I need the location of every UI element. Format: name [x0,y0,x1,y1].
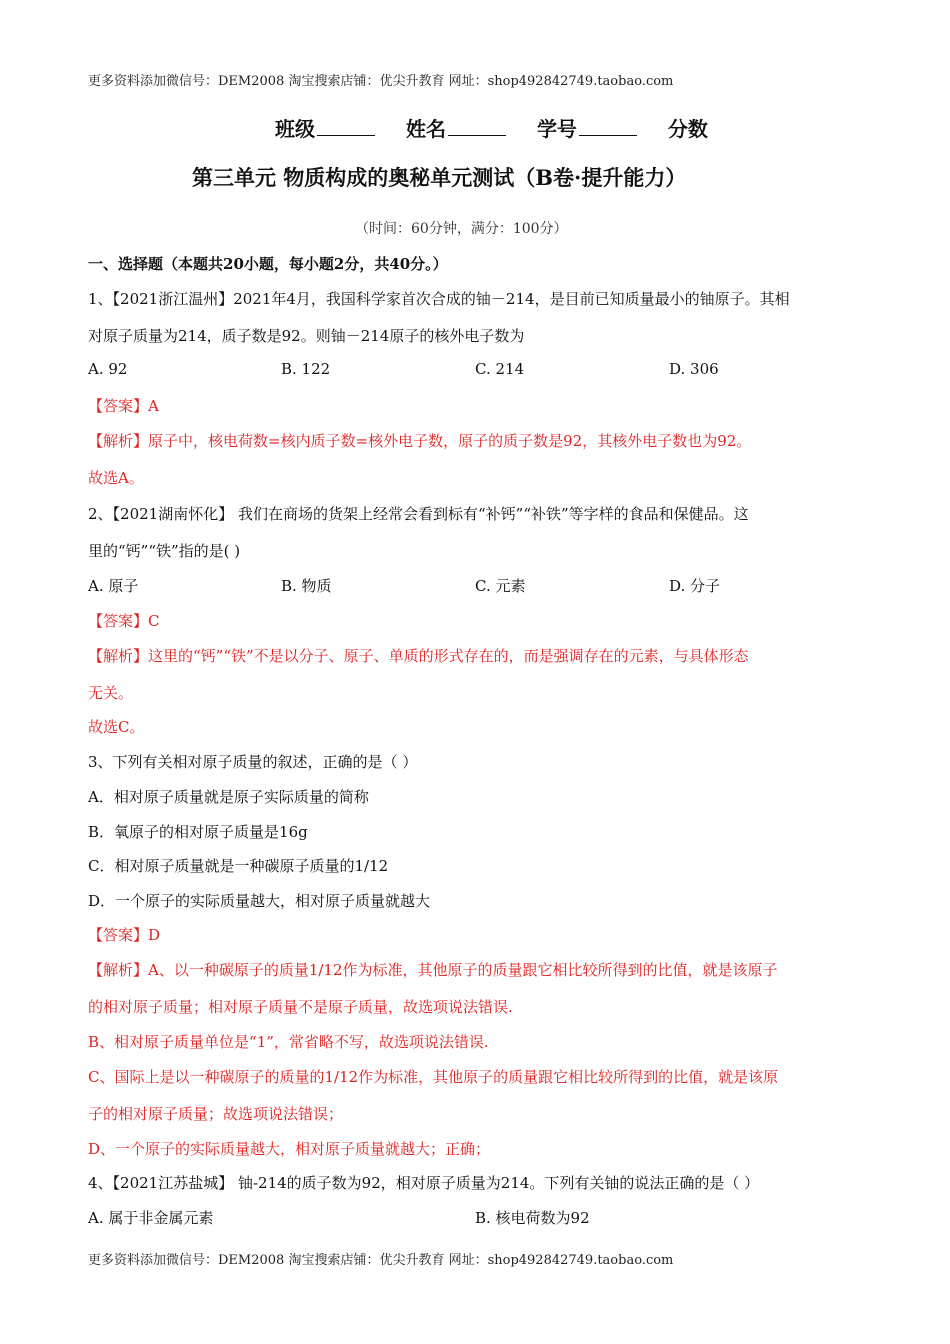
name-blank [448,117,506,136]
q2-stem-line1: 2、【2021湖南怀化】 我们在商场的货架上经常会看到标有“补钙”“补铁”等字样的食品和保健品。这 [88,505,749,523]
q3-analysis-line2: 的相对原子质量；相对原子质量不是原子质量，故选项说法错误. [88,998,513,1016]
q2-option-d: D. 分子 [669,577,721,595]
q3-option-d: D．一个原子的实际质量越大，相对原子质量就越大 [88,892,431,910]
q3-analysis-line1: 【解析】A、以一种碳原子的质量1/12作为标准，其他原子的质量跟它相比较所得到的比值，就是该原子 [88,961,778,979]
class-blank [317,117,375,136]
q4-stem: 4、【2021江苏盐城】 铀-214的质子数为92，相对原子质量为214。下列有关铀的说法正确的是（ ） [88,1174,760,1192]
q3-analysis-line4: C、国际上是以一种碳原子的质量的1/12作为标准，其他原子的质量跟它相比较所得到的比值，就是该原 [88,1068,779,1086]
q3-option-c: C．相对原子质量就是一种碳原子质量的1/12 [88,857,389,875]
q4-option-b: B. 核电荷数为92 [475,1209,590,1227]
name-field[interactable] [406,113,512,142]
q1-stem-line2: 对原子质量为214，质子数是92。则铀－214原子的核外电子数为 [88,327,525,345]
page-title: 第三单元 物质构成的奥秘单元测试（B卷·提升能力） [192,165,687,190]
score-field [668,113,708,142]
q1-conclusion: 故选A。 [88,469,144,487]
class-field[interactable] [275,113,381,142]
q3-option-a: A．相对原子质量就是原子实际质量的简称 [88,788,369,806]
q3-option-b: B．氧原子的相对原子质量是16g [88,823,308,841]
q3-answer: 【答案】D [88,926,161,944]
name-label: 姓名 [405,117,446,141]
q4-option-a: A. 属于非金属元素 [88,1209,214,1227]
q3-analysis-line3: B、相对原子质量单位是“1”，常省略不写，故选项说法错误. [88,1033,489,1051]
student-id-field[interactable] [537,113,643,142]
page-header: 更多资料添加微信号：DEM2008 淘宝搜索店铺：优尖升教育 网址：shop492842749.taobao.com [88,74,674,89]
q2-option-a: A. 原子 [88,577,139,595]
q2-analysis-line1: 【解析】这里的“钙”“铁”不是以分子、原子、单质的形式存在的，而是强调存在的元素，与具体形态 [88,647,749,665]
q2-analysis-line2: 无关。 [88,684,134,702]
student-id-blank [579,117,637,136]
q2-option-c: C. 元素 [475,577,526,595]
q1-option-c: C. 214 [475,360,525,378]
class-label: 班级 [275,117,315,141]
q3-stem: 3、下列有关相对原子质量的叙述，正确的是（ ） [88,753,418,771]
score-label: 分数 [667,117,708,141]
q1-stem-line1: 1、【2021浙江温州】2021年4月，我国科学家首次合成的铀－214，是目前已知质量最小的铀原子。其相 [88,290,790,308]
q1-option-d: D. 306 [669,360,719,378]
q1-analysis: 【解析】原子中，核电荷数=核内质子数=核外电子数，原子的质子数是92，其核外电子数也为92。 [88,432,752,450]
q1-option-a: A. 92 [88,360,128,378]
exam-meta: （时间：60分钟，满分：100分） [355,221,568,237]
q2-conclusion: 故选C。 [88,718,145,736]
q3-analysis-line5: 子的相对原子质量；故选项说法错误； [88,1105,344,1123]
q2-answer: 【答案】C [88,612,160,630]
q1-answer: 【答案】A [88,397,159,415]
page-footer: 更多资料添加微信号：DEM2008 淘宝搜索店铺：优尖升教育 网址：shop492842749.taobao.com [88,1253,674,1268]
q2-option-b: B. 物质 [281,577,332,595]
section-heading: 一、选择题（本题共20小题，每小题2分，共40分。） [88,255,448,273]
student-info-fields [275,113,726,142]
q2-stem-line2: 里的“钙”“铁”指的是( ) [88,542,241,560]
q1-option-b: B. 122 [281,360,331,378]
student-id-label: 学号 [536,117,577,141]
q3-analysis-line6: D、一个原子的实际质量越大，相对原子质量就越大；正确； [88,1140,491,1158]
